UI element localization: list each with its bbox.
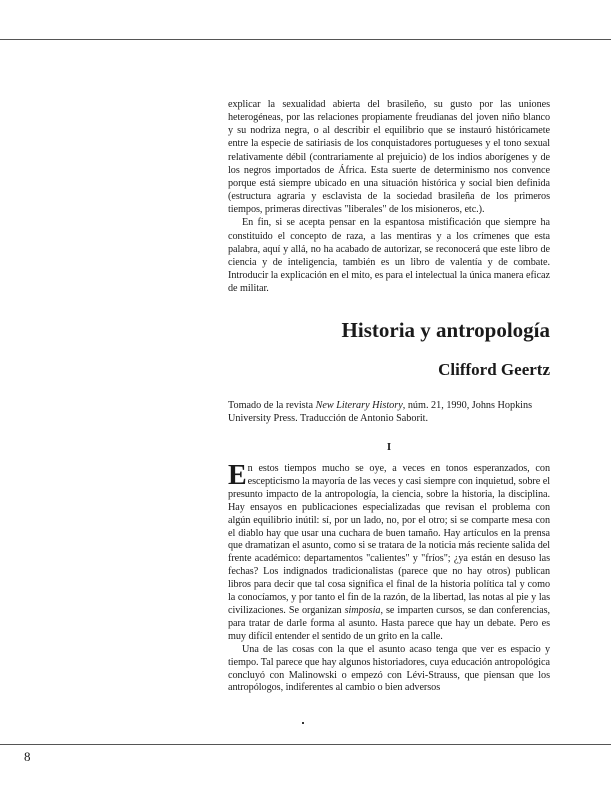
- footer-rule: [0, 744, 611, 745]
- article-title: Historia y antropología: [341, 318, 550, 342]
- article-body: [228, 460, 550, 695]
- intro-paragraph-2: En fin, si se acepta pensar en la espantosa mistificación que siempre ha constituido el concepto de raza, a las mentiras y a los crímenes que esta palabra, aquí y allá, no ha acabado de autorizar, se reconocerá que este libro de ciencia y de inteligencia, también es un libro de valentía y de combate. Introducir la explicación en el mito, es para el intelectual la única manera eficaz de militar.: [228, 217, 550, 295]
- article-paragraph-1: [228, 460, 550, 644]
- drop-cap: E: [228, 460, 247, 491]
- article-paragraph-1-italic: simposia: [344, 604, 381, 616]
- source-note: [228, 399, 550, 425]
- article-paragraph-1-part-b: , se imparten cursos, se dan conferencias, para tratar de darle forma al asunto. Hasta parece que hay un debate. Pero es muy difícil entender el sentido de un grito en la calle.: [228, 604, 550, 642]
- header-rule: [0, 39, 611, 40]
- intro-section: [228, 98, 550, 295]
- article-paragraph-1-part-a: n estos tiempos mucho se oye, a veces en tonos esperanzados, con escepticismo la mayoría de las veces y casi siempre con inquietud, sobre el presunto impacto de la antropología, la ciencia, sobre la historia, la disciplina. Hay ensayos en publicaciones especializadas que revisan el problema con algún equilibrio inútil: sí, por un lado, no, por el otro; si se comparte mesa con el diablo hay que usar una cuchara de buen tamaño. Hay artículos en la prensa que dramatizan el asunto, como si se tratara de la noticia más reciente salida del frente académico: departamentos "calientes" y "fríos"; ¿ya están en desuso las fechas? Los indignados tradicionalistas (parece que no hay otros) publican libros para decir que tal cosa significa el final de la historia política tal y como la conocíamos, y por tanto el fin de la razón, de la libertad, las notas al pie y las civilizaciones. Se organizan: [228, 463, 550, 616]
- print-speck: [302, 722, 304, 724]
- section-number: I: [386, 441, 392, 453]
- source-journal: New Literary History: [315, 400, 403, 411]
- article-paragraph-2: Una de las cosas con la que el asunto acaso tenga que ver es espacio y tiempo. Tal parece que hay algunos historiadores, cuya educación antropológica concluyó con Malinowski o empezó con Lévi-Strauss, que piensan que los antropólogos, indiferentes al cambio o bien adversos: [228, 643, 550, 694]
- intro-paragraph-1: explicar la sexualidad abierta del brasileño, su gusto por las uniones heterogéneas, por las relaciones propiamente freudianas del joven niño blanco y su nodriza negra, o al describir el equilibrio que se instauró históricamete entre la especie de satiriasis de los conquistadores portugueses y el tono sexual relativamente débil (contrariamente al prejuicio) de los indios aborígenes y de los negros importados de África. Esta suerte de determinismo nos convence porque está siempre ubicado en una situación histórica y social bien definida (estructura agraria y esclavista de la sociedad brasileña de los primeros tiempos, primeras directivas "liberales" de los misioneros, etc.).: [228, 99, 550, 216]
- source-prefix: Tomado de la revista: [228, 400, 316, 411]
- page-number: 8: [24, 749, 31, 764]
- article-author: Clifford Geertz: [438, 360, 550, 379]
- source-suffix: , núm. 21, 1990, Johns Hopkins University Press. Traducción de Antonio Saborit.: [228, 400, 533, 425]
